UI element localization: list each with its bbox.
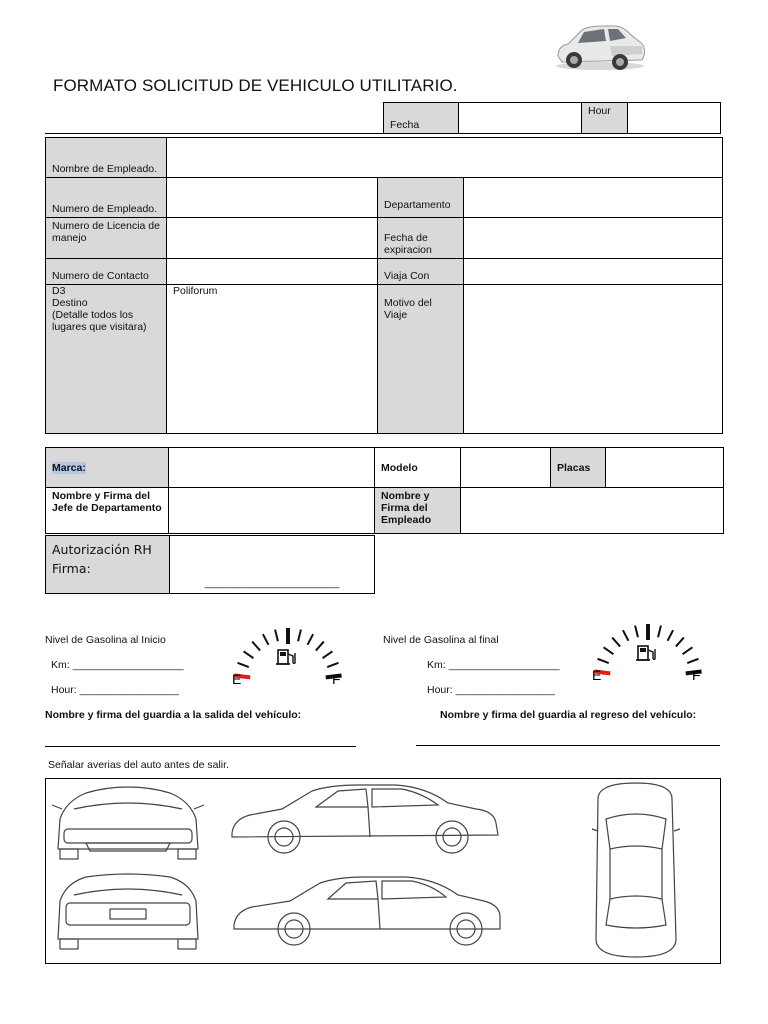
- page-title: FORMATO SOLICITUD DE VEHICULO UTILITARIO.: [53, 76, 458, 95]
- departamento-label: Departamento: [378, 178, 464, 218]
- gauge-tick: [244, 651, 254, 658]
- hour-label: Hour: [582, 103, 628, 134]
- car-front-view-icon: [52, 787, 204, 859]
- gauge-tick: [658, 626, 661, 638]
- gauge-tick: [252, 642, 260, 651]
- car-damage-diagram[interactable]: [45, 778, 721, 964]
- gauge-tick: [612, 638, 620, 647]
- gauge-tick: [263, 634, 269, 645]
- fecha-field[interactable]: [459, 103, 582, 134]
- rh-table: [45, 535, 375, 594]
- modelo-field[interactable]: [461, 448, 551, 488]
- gauge-tick: [298, 630, 301, 642]
- car-photo: [552, 16, 648, 72]
- gauge-empty-label: E: [592, 667, 602, 683]
- modelo-label: Modelo: [375, 448, 461, 488]
- numero-empleado-label: Numero de Empleado.: [46, 178, 167, 218]
- numero-empleado-field[interactable]: [167, 178, 378, 218]
- placas-field[interactable]: [606, 448, 724, 488]
- car-top-view-icon: [592, 783, 680, 957]
- car-side-right-icon: [232, 785, 498, 853]
- hour-inicio[interactable]: Hour: _________________: [51, 684, 179, 696]
- gauge-tick: [598, 659, 609, 663]
- km-final[interactable]: Km: ___________________: [427, 659, 560, 671]
- jefe-label: Nombre y Firma del Jefe de Departamento: [46, 488, 169, 534]
- fuel-pump-icon: [276, 650, 295, 664]
- guardia-salida-label: Nombre y firma del guardia a la salida del vehículo:: [45, 709, 302, 721]
- hour-final[interactable]: Hour: _________________: [427, 684, 555, 696]
- fecha-label: Fecha: [384, 103, 459, 134]
- date-time-table: [383, 102, 721, 134]
- guardia-regreso-label: Nombre y firma del guardia al regreso del vehículo:: [440, 709, 697, 721]
- nombre-empleado-label: Nombre de Empleado.: [46, 138, 167, 178]
- destino-field[interactable]: Poliforum: [167, 285, 378, 434]
- averias-label: Señalar averias del auto antes de salir.: [48, 759, 229, 771]
- destino-label: D3 Destino (Detalle todos los lugares que visitara): [46, 285, 167, 434]
- viaja-con-label: Viaja Con: [378, 259, 464, 285]
- gauge-tick: [676, 638, 684, 647]
- gauge-tick: [604, 647, 614, 654]
- car-side-left-icon: [234, 877, 500, 945]
- gauge-tick: [623, 630, 629, 641]
- fuel-gauge-inicio-icon: [222, 620, 354, 690]
- fuel-gauge-final-icon: [582, 616, 714, 686]
- gauge-tick: [308, 634, 314, 645]
- gasolina-inicio-label: Nivel de Gasolina al Inicio: [45, 634, 166, 646]
- nombre-empleado-field[interactable]: [167, 138, 723, 178]
- fuel-pump-icon: [636, 646, 655, 660]
- gasolina-final-label: Nivel de Gasolina al final: [383, 634, 499, 646]
- contacto-label: Numero de Contacto: [46, 259, 167, 285]
- gauge-tick: [275, 630, 278, 642]
- departamento-field[interactable]: [464, 178, 723, 218]
- gauge-tick: [316, 642, 324, 651]
- gauge-tick: [323, 651, 333, 658]
- gauge-full-label: F: [332, 671, 341, 687]
- marca-label: Marca:: [46, 448, 169, 488]
- employee-table: [45, 137, 723, 434]
- expiracion-field[interactable]: [464, 218, 723, 259]
- empleado-firma-label: Nombre y Firma del Empleado: [375, 488, 461, 534]
- vehicle-table: [45, 447, 724, 534]
- rh-label: Autorización RH Firma:: [46, 536, 170, 594]
- motivo-field[interactable]: [464, 285, 723, 434]
- empleado-firma-field[interactable]: [461, 488, 724, 534]
- header-divider: [45, 133, 384, 134]
- placas-label: Placas: [551, 448, 606, 488]
- hour-field[interactable]: [628, 103, 721, 134]
- gauge-tick: [687, 659, 698, 663]
- km-inicio[interactable]: Km: ___________________: [51, 659, 184, 671]
- viaja-con-field[interactable]: [464, 259, 723, 285]
- gauge-empty-label: E: [232, 671, 242, 687]
- jefe-firma-field[interactable]: [169, 488, 375, 534]
- rh-firma-field[interactable]: _______________________: [170, 536, 375, 594]
- gauge-tick: [238, 663, 249, 667]
- gauge-tick: [327, 663, 338, 667]
- gauge-tick: [668, 630, 674, 641]
- licencia-label: Numero de Licencia de manejo: [46, 218, 167, 259]
- licencia-field[interactable]: [167, 218, 378, 259]
- motivo-label: Motivo del Viaje: [378, 285, 464, 434]
- guardia-salida-line[interactable]: [45, 746, 356, 747]
- car-rear-view-icon: [58, 874, 198, 949]
- gauge-full-label: F: [692, 667, 701, 683]
- gauge-tick: [683, 647, 693, 654]
- gauge-tick: [635, 626, 638, 638]
- expiracion-label: Fecha de expiracion: [378, 218, 464, 259]
- contacto-field[interactable]: [167, 259, 378, 285]
- marca-field[interactable]: [169, 448, 375, 488]
- guardia-regreso-line[interactable]: [416, 745, 720, 746]
